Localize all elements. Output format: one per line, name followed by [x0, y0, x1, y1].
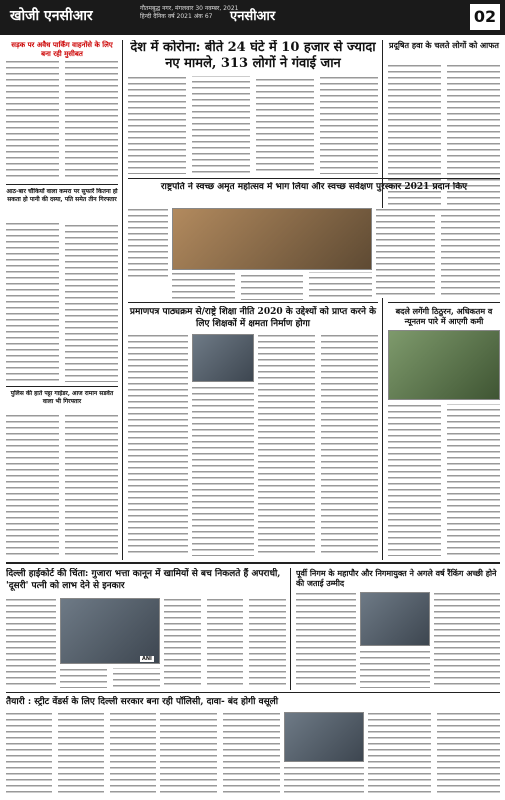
story-education-headline: प्रमाणपत्र पाठ्यक्रम से/राष्ट्रे शिक्षा नीति 2020 के उद्देश्यों को प्राप्त करने के लिए शिक्षकों में क्षमता निर्माण होगा: [129, 307, 377, 329]
divider: [6, 692, 500, 693]
photo-credit: ANI: [142, 656, 152, 662]
temperature-photo: [388, 330, 500, 400]
newspaper-brand: खोजी एनसीआर: [10, 8, 93, 24]
story-education-body-3: [258, 334, 378, 556]
story-president-body-2: [376, 208, 500, 298]
section-divider: [6, 562, 500, 564]
story-education-body-2: [192, 386, 254, 556]
column-divider: [382, 40, 383, 560]
story-election-body: [296, 592, 356, 688]
story-court-headline: दिल्ली हाईकोर्ट की चिंता: गुजारा भत्ता कानून में खामियों से बच निकलते हैं अपराधी, 'दूसरी' पत्नी को लाभ देने से इनकार: [6, 569, 281, 591]
story-parking-headline: सड़क पर अवैध पार्किंग वाहनोंसे के लिए बना रही मुसीबत: [11, 40, 113, 58]
column-divider: [290, 568, 291, 690]
story-parking-body: [6, 60, 118, 180]
date-line-1: गौतमबुद्ध नगर, मंगलवार 30 नवम्बर, 2021: [140, 5, 239, 12]
story-temperature-headline: बदले लगेंगी ठिठुरन, अधिकतम व न्यूनतम पारे में आएगी कमी: [395, 306, 493, 326]
divider: [388, 302, 500, 303]
story-temperature-body: [388, 404, 500, 556]
tax-photo: [284, 712, 364, 762]
story-police-headline: पुलिस की हाते पट्टा गाईडर, आज रामान सडवेत वाला भी गिरफ्तार: [10, 390, 114, 405]
story-president-headline: राष्ट्रपति ने स्वच्छ अमृत महोत्सव में भाग लिया और स्वच्छ सर्वेक्षण पुरस्कार 2021 प्रदान किए: [160, 182, 468, 192]
date-line: [140, 5, 238, 21]
story-arrest-body: [6, 222, 118, 382]
story-president-body: [128, 208, 168, 278]
story-court-body-3: [164, 598, 286, 688]
education-photo: [192, 334, 254, 382]
story-election-headline: पूर्वी निगम के महापौर और निगमायुक्त ने अगले वर्ष रैंकिंग अच्छी होने की जताई उम्मीद: [296, 568, 497, 588]
story-election-body-3: [434, 592, 500, 688]
date-line-2: हिन्दी दैनिक वर्ष 2021 अंक 67: [140, 13, 213, 20]
section-name: एनसीआर: [230, 9, 276, 24]
lead-story-headline: देश में कोरोना: बीते 24 घंटे में 10 हजार से ज्यादा नए मामले, 313 लोगों ने गंवाई जान: [130, 40, 376, 71]
story-election-body-2: [360, 650, 430, 688]
story-education-body: [128, 334, 188, 556]
divider: [128, 178, 500, 179]
story-pollution-headline: प्रदूषित हवा के चलते लोगों को आफत: [389, 40, 499, 50]
court-photo: [60, 598, 160, 664]
story-president-caption: [172, 272, 372, 300]
story-tax-body-3: [284, 766, 364, 796]
story-court-body-2: [60, 668, 160, 688]
story-police-body: [6, 414, 118, 558]
president-photo: [172, 208, 372, 270]
page-number: 02: [470, 4, 500, 30]
lead-story-body: [128, 76, 378, 174]
column-divider: [122, 40, 123, 560]
story-arrest-headline: आठ-बार चौकियों वाला कमरा पर सुफारें कितना हो सकता हो पानी की दस्या, पति समेत तीन गिरफ्तार: [6, 188, 118, 203]
divider: [128, 302, 378, 303]
divider: [6, 184, 118, 185]
masthead: [0, 0, 505, 35]
story-court-body: [6, 598, 56, 688]
story-tax-body: [6, 712, 156, 796]
story-tax-body-4: [368, 712, 500, 796]
story-tax-headline: तैयारी : स्ट्रीट वेंडर्स के लिए दिल्ली सरकार बना रही पॉलिसी, दावा- बंद होगी वसूली: [6, 697, 279, 707]
divider: [6, 386, 118, 387]
story-tax-body-2: [160, 712, 280, 796]
election-photo: [360, 592, 430, 646]
